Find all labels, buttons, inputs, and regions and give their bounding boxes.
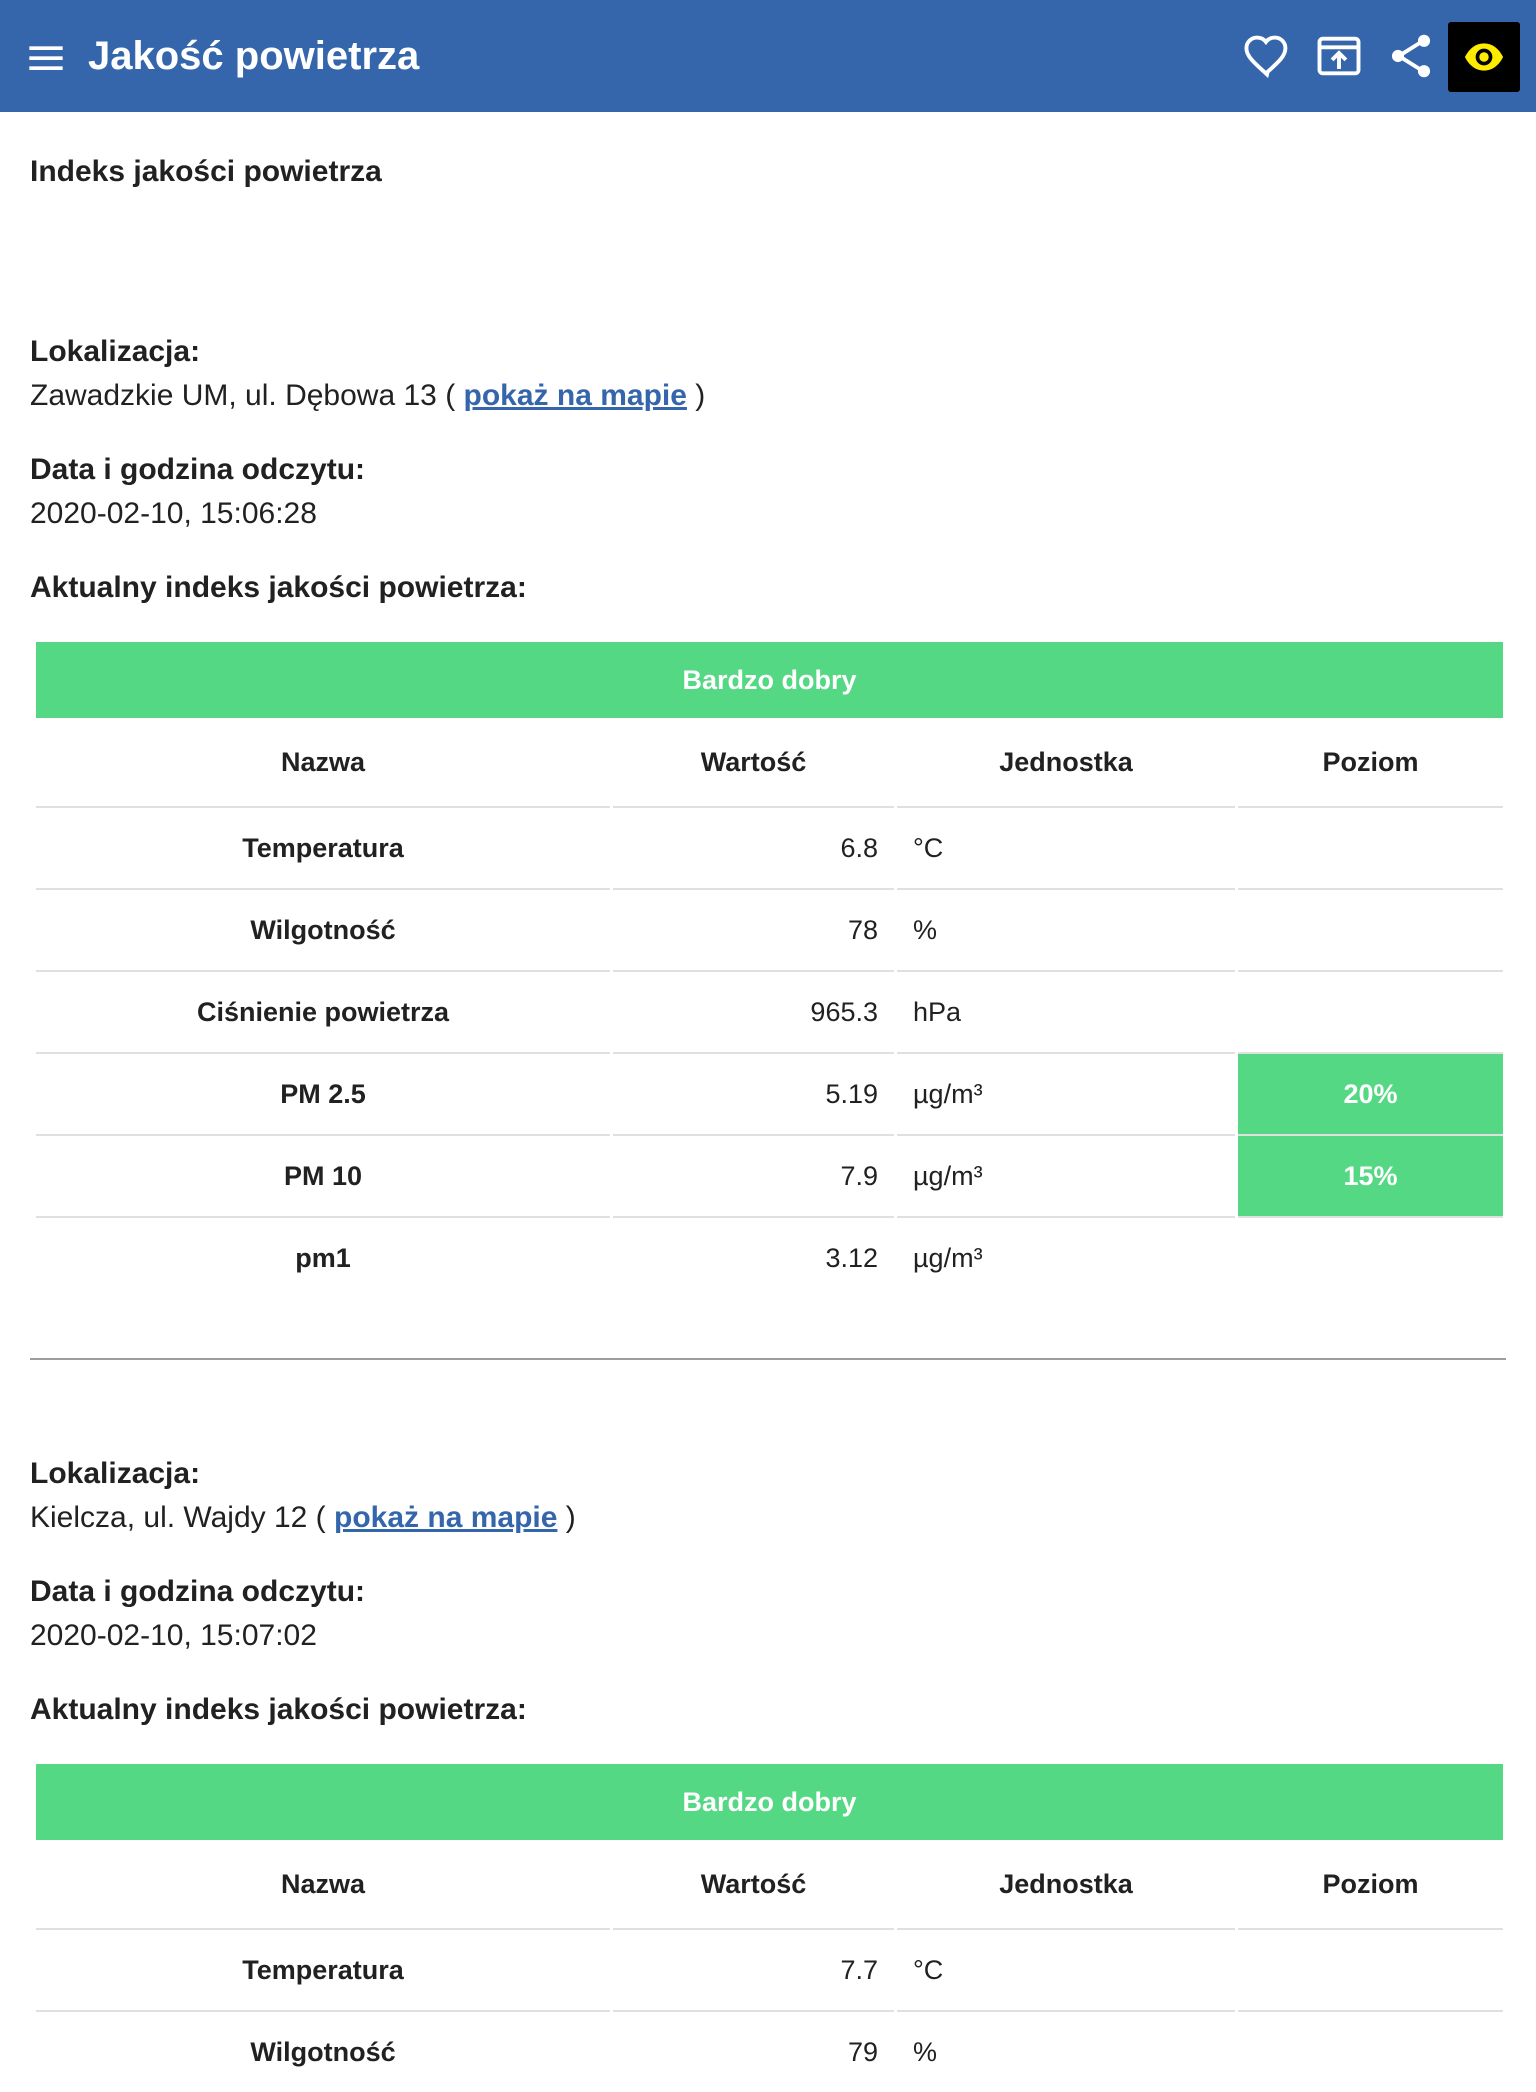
datetime-label: Data i godzina odczytu: (30, 453, 366, 486)
parameter-unit: µg/m³ (913, 1242, 983, 1273)
parameter-unit: % (897, 890, 1235, 972)
open-paren: ( (307, 1501, 335, 1534)
location-name: Kielcza, ul. Wajdy 12 (30, 1501, 308, 1534)
datetime-label: Data i godzina odczytu: (30, 1575, 366, 1608)
index-status: Bardzo dobry (36, 640, 1503, 718)
col-header-level: Poziom (1238, 718, 1503, 808)
col-header-unit: Jednostka (897, 1840, 1235, 1930)
col-header-unit: Jednostka (897, 718, 1235, 808)
app-title: Jakość powietrza (88, 34, 420, 78)
open-external-icon[interactable] (1313, 30, 1367, 84)
share-icon[interactable] (1385, 30, 1439, 84)
parameter-unit: hPa (897, 972, 1235, 1054)
show-on-map-link[interactable]: pokaż na mapie (334, 1501, 558, 1534)
parameter-level (1238, 972, 1503, 1054)
location-value (30, 376, 705, 416)
datetime-value: 2020-02-10, 15:06:28 (30, 497, 317, 530)
open-paren: ( (436, 379, 464, 412)
parameter-name: Temperatura (36, 1930, 610, 2012)
location-value (30, 1498, 576, 1538)
current-index-label: Aktualny indeks jakości powietrza: (30, 1693, 527, 1726)
favorite-icon[interactable] (1241, 30, 1295, 84)
app-bar (0, 0, 1536, 112)
close-paren: ) (686, 379, 706, 412)
table-row (36, 890, 1503, 972)
parameter-level: 20% (1238, 1054, 1503, 1136)
col-header-value: Wartość (613, 718, 894, 808)
table-row (36, 972, 1503, 1054)
station-separator (30, 1358, 1506, 1360)
parameter-unit: % (913, 2036, 938, 2067)
parameter-name: Ciśnienie powietrza (36, 972, 610, 1054)
parameter-value: 5.19 (613, 1054, 894, 1136)
table-row (36, 1054, 1503, 1136)
parameter-value: 79 (847, 2036, 878, 2067)
parameter-level (1238, 890, 1503, 972)
col-header-value: Wartość (613, 1840, 894, 1930)
location-label: Lokalizacja: (30, 1457, 201, 1490)
table-row (36, 2012, 1503, 2092)
menu-icon[interactable] (26, 34, 78, 82)
show-on-map-link[interactable]: pokaż na mapie (463, 379, 687, 412)
location-name: Zawadzkie UM, ul. Dębowa 13 (30, 379, 437, 412)
parameter-unit: µg/m³ (897, 1136, 1235, 1218)
col-header-level: Poziom (1238, 1840, 1503, 1930)
parameter-level (1238, 808, 1503, 890)
col-header-name: Nazwa (36, 1840, 610, 1930)
parameter-value: 7.9 (613, 1136, 894, 1218)
air-quality-table (33, 640, 1506, 1298)
page-heading: Indeks jakości powietrza (30, 155, 382, 188)
table-row (36, 808, 1503, 890)
parameter-name: PM 2.5 (36, 1054, 610, 1136)
parameter-level (1238, 2012, 1503, 2092)
parameter-unit: °C (897, 1930, 1235, 2012)
parameter-value: 3.12 (825, 1242, 878, 1273)
parameter-name: Temperatura (36, 808, 610, 890)
parameter-name: pm1 (295, 1242, 351, 1273)
parameter-value: 7.7 (613, 1930, 894, 2012)
parameter-level: 15% (1238, 1136, 1503, 1218)
location-label: Lokalizacja: (30, 335, 201, 368)
datetime-value: 2020-02-10, 15:07:02 (30, 1619, 317, 1652)
current-index-label: Aktualny indeks jakości powietrza: (30, 571, 527, 604)
col-header-name: Nazwa (36, 718, 610, 808)
table-row (36, 1218, 1503, 1298)
air-quality-table (33, 1762, 1506, 2092)
parameter-unit: µg/m³ (897, 1054, 1235, 1136)
table-row (36, 1930, 1503, 2012)
parameter-value: 965.3 (613, 972, 894, 1054)
parameter-name: Wilgotność (36, 890, 610, 972)
table-row (36, 1136, 1503, 1218)
parameter-level (1238, 1930, 1503, 2012)
parameter-name: PM 10 (36, 1136, 610, 1218)
parameter-value: 78 (613, 890, 894, 972)
index-status: Bardzo dobry (36, 1762, 1503, 1840)
parameter-value: 6.8 (613, 808, 894, 890)
close-paren: ) (557, 1501, 576, 1534)
parameter-unit: °C (897, 808, 1235, 890)
eye-icon (1462, 37, 1506, 77)
accessibility-eye-button[interactable] (1448, 22, 1520, 92)
parameter-name: Wilgotność (250, 2036, 396, 2067)
parameter-level (1238, 1218, 1503, 1298)
